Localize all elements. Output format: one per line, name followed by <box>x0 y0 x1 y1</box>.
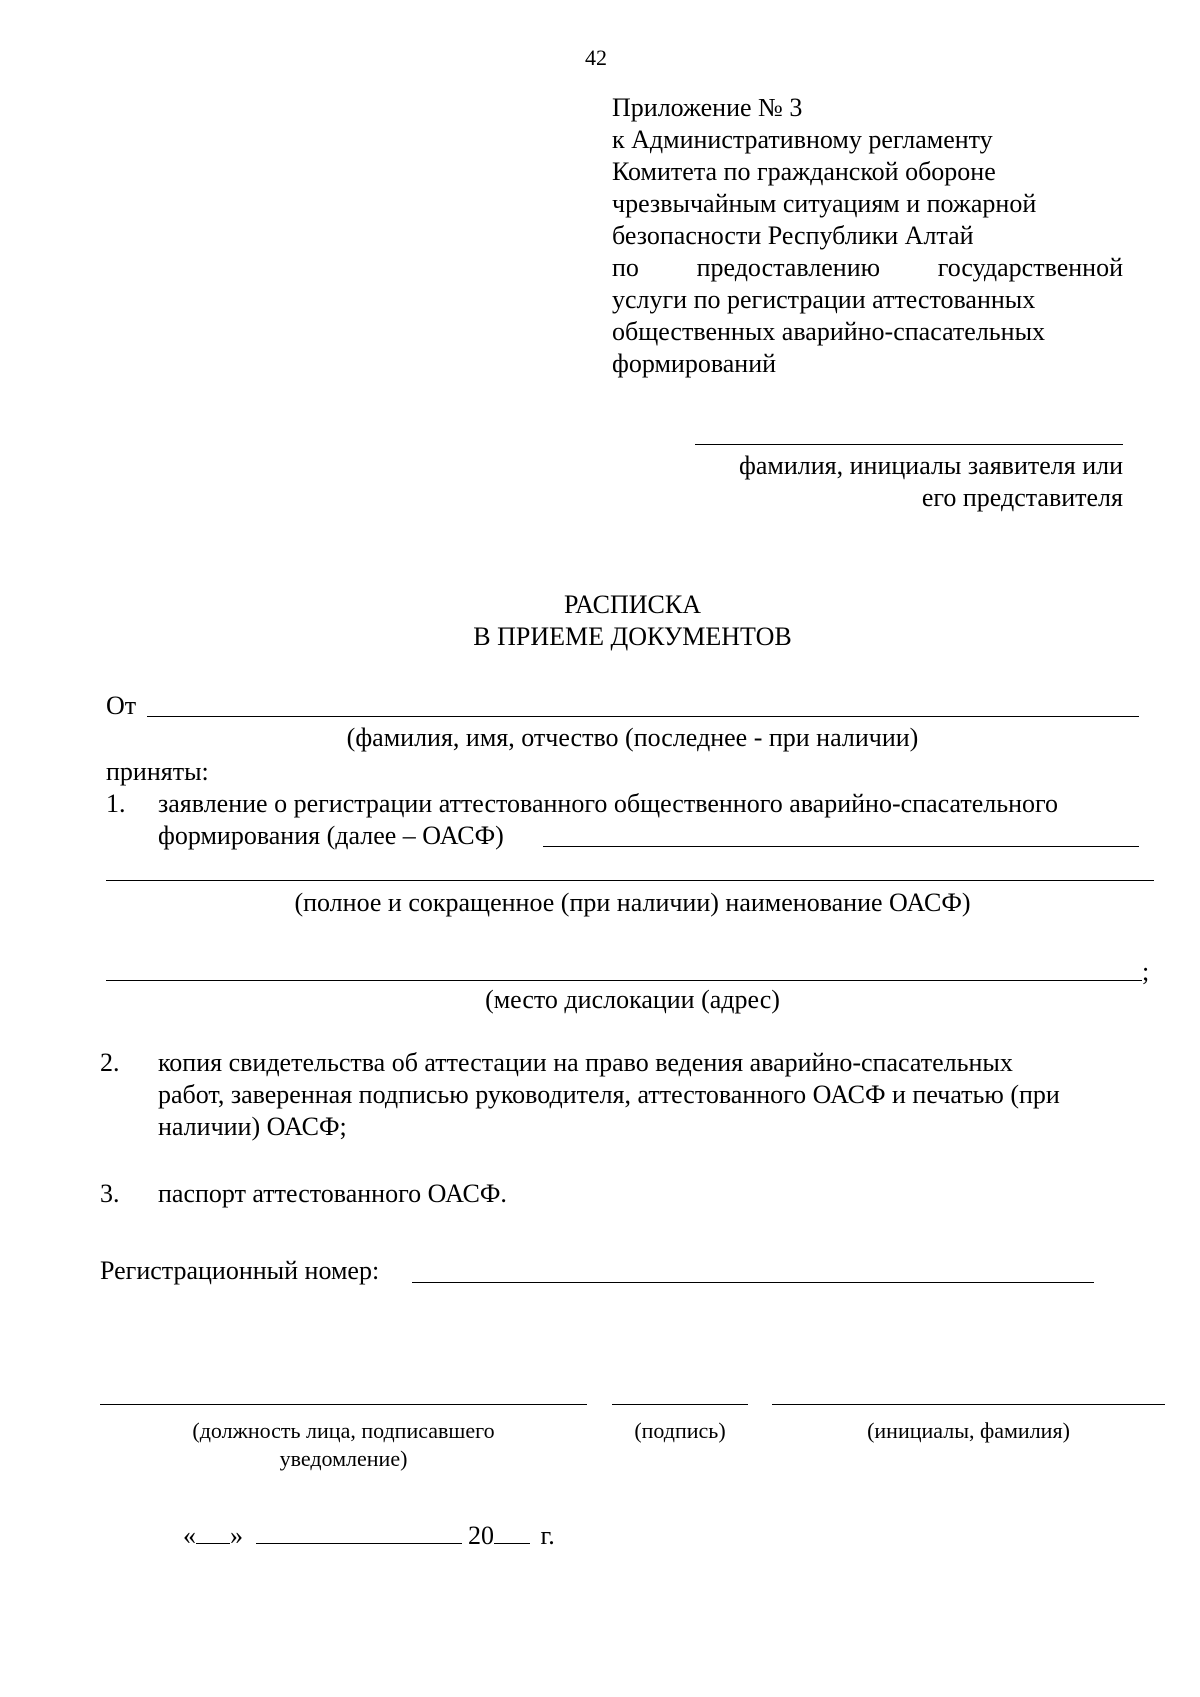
title-line: В ПРИЕМЕ ДОКУМЕНТОВ <box>473 622 792 651</box>
from-field-line[interactable] <box>147 716 1139 717</box>
date-day-field[interactable] <box>196 1521 230 1544</box>
position-caption <box>100 1417 587 1473</box>
position-signature-line[interactable] <box>100 1404 587 1405</box>
document-title <box>0 589 1200 653</box>
location-caption: (место дислокации (адрес) <box>485 985 780 1014</box>
page-number: 42 <box>585 45 607 70</box>
signature-line[interactable] <box>612 1404 748 1405</box>
date-year-field[interactable] <box>494 1521 530 1544</box>
appendix-line: Комитета по гражданской обороне <box>612 157 996 186</box>
appendix-line: чрезвычайным ситуациям и пожарной <box>612 189 1037 218</box>
item-line-with-blank <box>158 820 1158 852</box>
appendix-word: предоставлению <box>696 253 881 282</box>
title-line: РАСПИСКА <box>564 590 701 619</box>
appendix-line: общественных аварийно-спасательных <box>612 317 1046 346</box>
applicant-caption-line: его представителя <box>921 483 1123 512</box>
oasf-name-line-2[interactable] <box>106 880 1154 881</box>
date-row <box>183 1520 555 1552</box>
item-number: 3. <box>100 1179 120 1208</box>
location-end-mark: ; <box>1142 957 1150 986</box>
appendix-word: государственной <box>937 253 1123 282</box>
appendix-justified-line <box>612 252 1123 284</box>
item-number: 2. <box>100 1048 120 1077</box>
item-line: работ, заверенная подписью руководителя, аттестованного ОАСФ и печатью (при <box>158 1080 1060 1109</box>
item-1-text <box>158 788 1158 852</box>
item-3-text: паспорт аттестованного ОАСФ. <box>158 1179 507 1208</box>
appendix-line: безопасности Республики Алтай <box>612 221 974 250</box>
location-line[interactable] <box>106 980 1142 981</box>
item-number: 1. <box>106 789 126 818</box>
date-month-field[interactable] <box>256 1521 462 1544</box>
appendix-word: по <box>612 253 639 282</box>
registration-number-line[interactable] <box>412 1282 1094 1283</box>
appendix-line: услуги по регистрации аттестованных <box>612 285 1036 314</box>
signature-caption: (подпись) <box>634 1418 726 1443</box>
date-century: 20 <box>468 1521 494 1550</box>
oasf-name-caption: (полное и сокращенное (при наличии) наименование ОАСФ) <box>294 888 971 917</box>
position-caption-line: (должность лица, подписавшего <box>192 1418 495 1443</box>
item-2-text <box>158 1047 1168 1143</box>
registration-label: Регистрационный номер: <box>100 1256 380 1285</box>
item-line: наличии) ОАСФ; <box>158 1112 347 1141</box>
appendix-line: Приложение № 3 <box>612 93 803 122</box>
applicant-caption-line: фамилия, инициалы заявителя или <box>739 451 1123 480</box>
applicant-caption <box>612 450 1123 514</box>
item-line: заявление о регистрации аттестованного общественного аварийно-спасательного <box>158 789 1059 818</box>
date-year-suffix: г. <box>540 1521 555 1550</box>
item-line: копия свидетельства об аттестации на право ведения аварийно-спасательных <box>158 1048 1013 1077</box>
appendix-line: формирований <box>612 349 777 378</box>
appendix-block <box>612 92 1123 380</box>
initials-signature-line[interactable] <box>772 1404 1165 1405</box>
appendix-line: к Административному регламенту <box>612 125 993 154</box>
position-caption-line: уведомление) <box>279 1446 408 1471</box>
from-label: От <box>106 691 137 720</box>
date-open-quote: « <box>183 1521 196 1550</box>
item-line: формирования (далее – ОАСФ) <box>158 821 504 850</box>
accepted-label: приняты: <box>106 757 209 786</box>
oasf-name-line-1[interactable] <box>543 846 1139 847</box>
date-close-quote: » <box>230 1521 243 1550</box>
from-caption: (фамилия, имя, отчество (последнее - при наличии) <box>346 723 919 752</box>
initials-caption: (инициалы, фамилия) <box>867 1418 1070 1443</box>
applicant-line[interactable] <box>695 444 1123 445</box>
